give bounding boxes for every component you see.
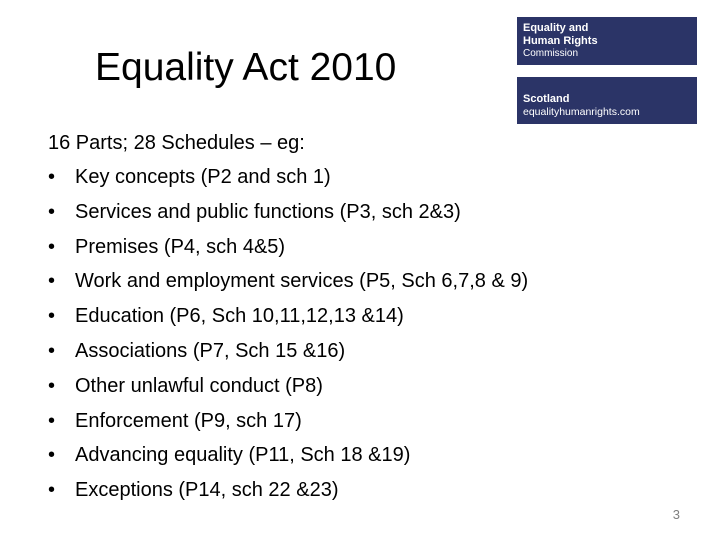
bullet-dot: • (48, 200, 56, 223)
intro-text: 16 Parts; 28 Schedules – eg: (48, 132, 305, 154)
bullet-text: Associations (P7, Sch 15 &16) (75, 339, 346, 362)
bullet-dot: • (48, 409, 56, 432)
logo-line-3: Commission (523, 48, 579, 59)
slide-title: Equality Act 2010 (95, 46, 397, 89)
bullet-dot: • (48, 339, 56, 362)
bullet-dot: • (48, 305, 56, 328)
ehrc-logo (517, 17, 697, 65)
bullet-dot: • (48, 374, 56, 397)
bullet-dot: • (48, 235, 56, 258)
logo-website: equalityhumanrights.com (523, 106, 640, 118)
bullet-dot: • (48, 444, 56, 467)
logo-line-1: Equality and (523, 22, 589, 34)
ehrc-scotland-logo (517, 77, 697, 124)
bullet-text: Other unlawful conduct (P8) (75, 374, 323, 397)
bullet-text: Advancing equality (P11, Sch 18 &19) (75, 444, 411, 467)
bullet-dot: • (48, 479, 56, 502)
bullet-text: Exceptions (P14, sch 22 &23) (75, 479, 339, 502)
bullet-dot: • (48, 270, 56, 293)
bullet-text: Enforcement (P9, sch 17) (75, 409, 302, 432)
page-number: 3 (672, 507, 680, 522)
bullet-text: Work and employment services (P5, Sch 6,7,8 & 9) (75, 270, 529, 293)
bullet-dot: • (48, 166, 56, 188)
bullet-text: Key concepts (P2 and sch 1) (75, 166, 331, 188)
logo-line-2: Human Rights (523, 35, 598, 47)
logo-scotland-label: Scotland (523, 93, 570, 105)
bullet-text: Services and public functions (P3, sch 2&3) (75, 200, 461, 223)
bullet-text: Premises (P4, sch 4&5) (75, 235, 286, 258)
bullet-text: Education (P6, Sch 10,11,12,13 &14) (75, 305, 404, 328)
